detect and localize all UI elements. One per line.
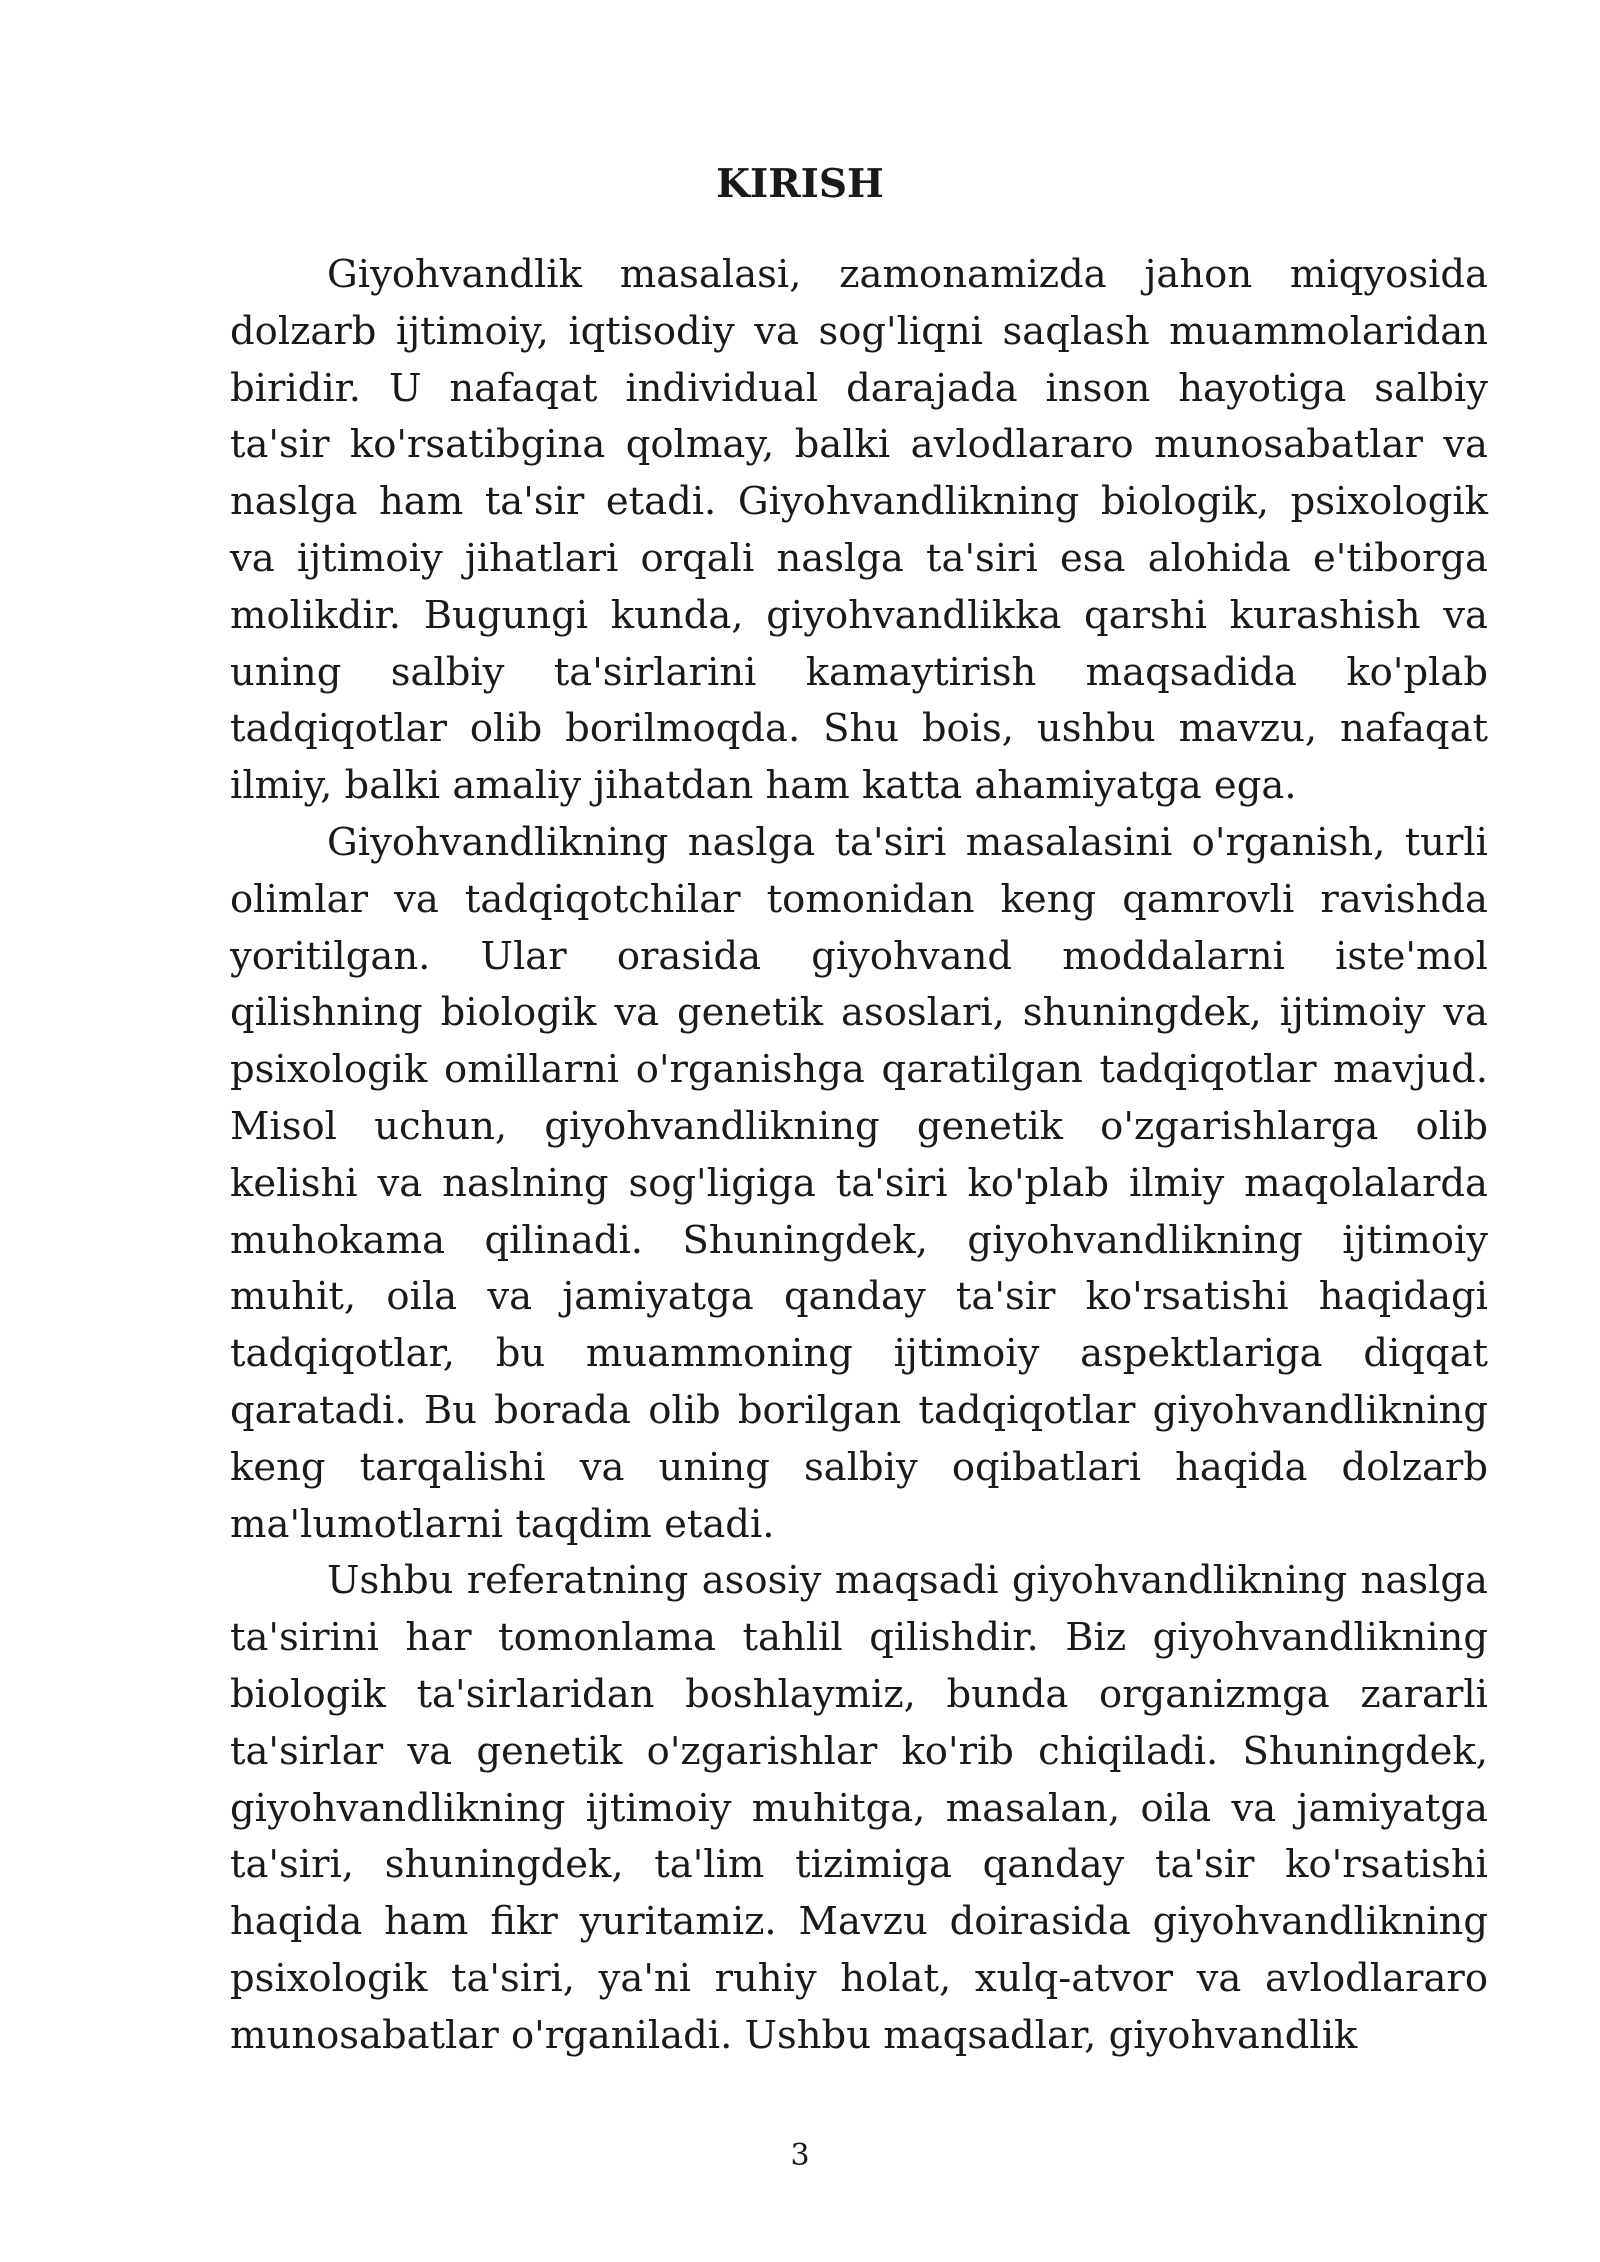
- paragraph-2: Giyohvandlikning naslga ta'siri masalasini o'rganish, turli olimlar va tadqiqotchilar tomonidan keng qamrovli ravishda yoritilgan. Ular orasida giyohvand moddalarni iste'mol qilishning biologik va genetik asoslari, shuningdek, ijtimoiy va psixologik omillarni o'rganishga qaratilgan tadqiqotlar mavjud. Misol uchun, giyohvandlikning genetik o'zgarishlarga olib kelishi va naslning sog'ligiga ta'siri ko'plab ilmiy maqolalarda muhokama qilinadi. Shuningdek, giyohvandlikning ijtimoiy muhit, oila va jamiyatga qanday ta'sir ko'rsatishi haqidagi tadqiqotlar, bu muammoning ijtimoiy aspektlariga diqqat qaratadi. Bu borada olib borilgan tadqiqotlar giyohvandlikning keng tarqalishi va uning salbiy oqibatlari haqida dolzarb ma'lumotlarni taqdim etadi.: [230, 819, 1488, 1547]
- paragraph-1: Giyohvandlik masalasi, zamonamizda jahon miqyosida dolzarb ijtimoiy, iqtisodiy va sog'liqni saqlash muammolaridan biridir. U nafaqat individual darajada inson hayotiga salbiy ta'sir ko'rsatibgina qolmay, balki avlodlararo munosabatlar va naslga ham ta'sir etadi. Giyohvandlikning biologik, psixologik va ijtimoiy jihatlari orqali naslga ta'siri esa alohida e'tiborga molikdir. Bugungi kunda, giyohvandlikka qarshi kurashish va uning salbiy ta'sirlarini kamaytirish maqsadida ko'plab tadqiqotlar olib borilmoqda. Shu bois, ushbu mavzu, nafaqat ilmiy, balki amaliy jihatdan ham katta ahamiyatga ega.: [230, 252, 1488, 809]
- paragraph-3: Ushbu referatning asosiy maqsadi giyohvandlikning naslga ta'sirini har tomonlama tahlil qilishdir. Biz giyohvandlikning biologik ta'sirlaridan boshlaymiz, bunda organizmga zararli ta'sirlar va genetik o'zgarishlar ko'rib chiqiladi. Shuningdek, giyohvandlikning ijtimoiy muhitga, masalan, oila va jamiyatga ta'siri, shuningdek, ta'lim tizimiga qanday ta'sir ko'rsatishi haqida ham fikr yuritamiz. Mavzu doirasida giyohvandlikning psixologik ta'siri, ya'ni ruhiy holat, xulq-atvor va avlodlararo munosabatlar o'rganiladi. Ushbu maqsadlar, giyohvandlik: [230, 1558, 1488, 2058]
- page-number: 3: [790, 2138, 810, 2173]
- page-title: KIRISH: [716, 161, 884, 207]
- body-text: [230, 247, 1488, 2065]
